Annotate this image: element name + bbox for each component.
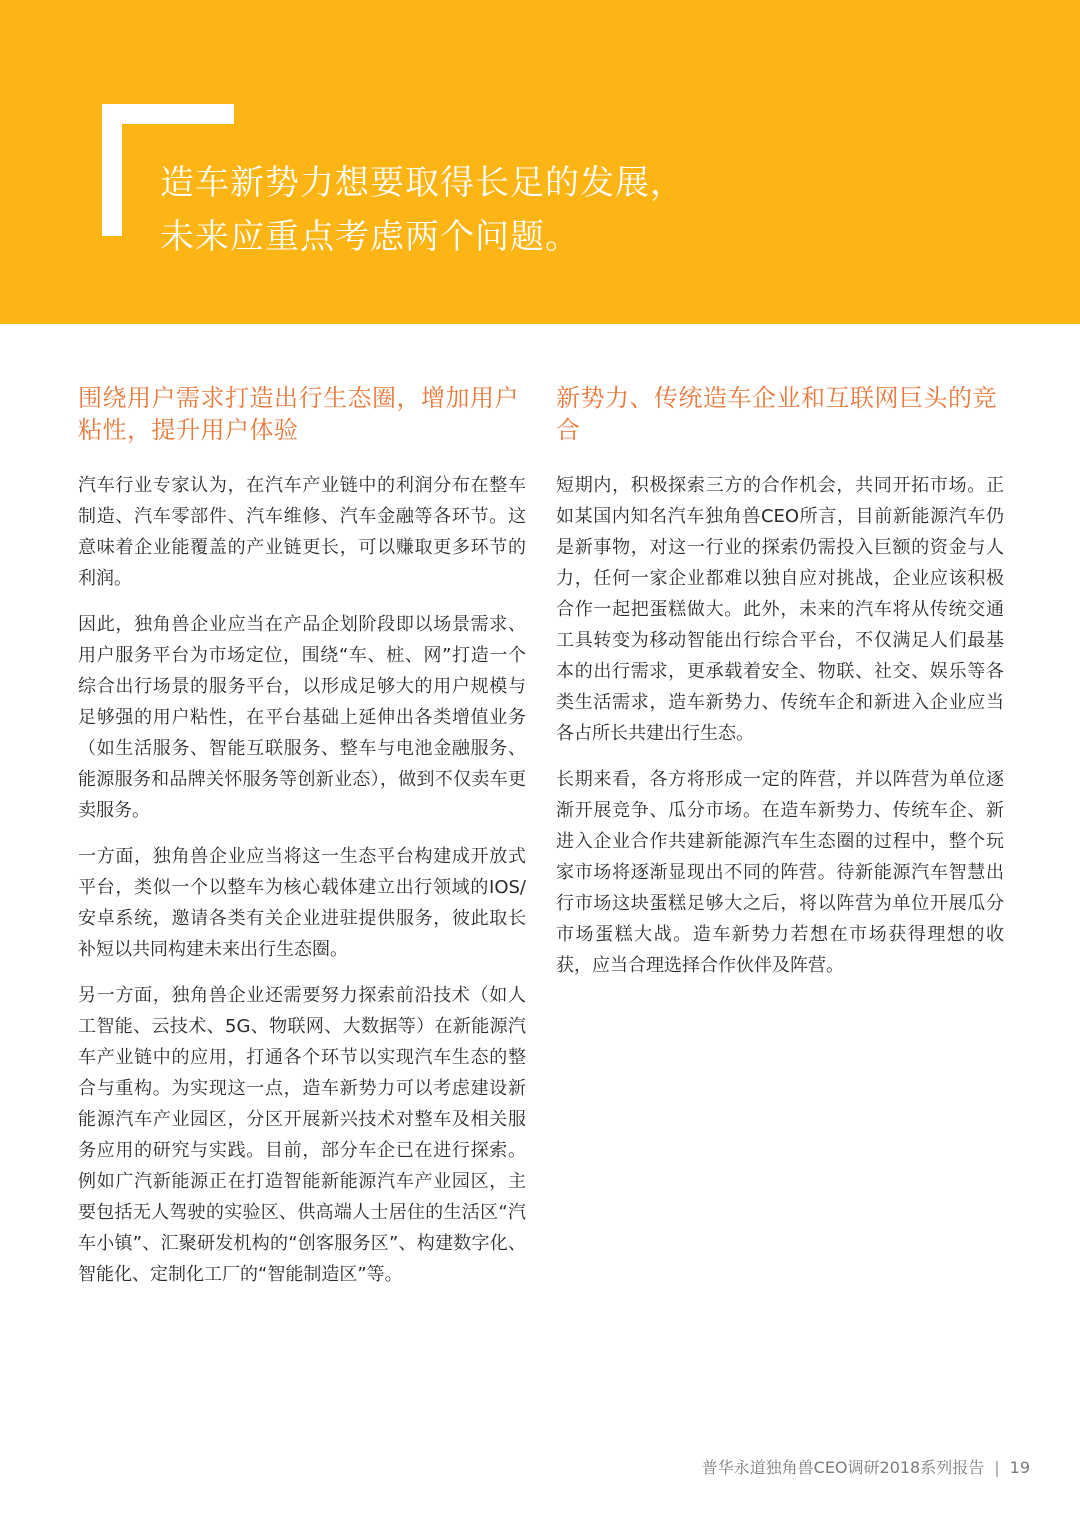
left-paragraph-4: 另一方面，独角兽企业还需要努力探索前沿技术（如人工智能、云技术、5G、物联网、大数据等）在新能源汽车产业链中的应用，打通各个环节以实现汽车生态的整合与重构。为实现这一点，造车新势力可以考虑建设新能源汽车产业园区，分区开展新兴技术对整车及相关服务应用的研究与实践。目前，部分车企已在进行探索。例如广汽新能源正在打造智能新能源汽车产业园区，主要包括无人驾驶的实验区、供高端人士居住的生活区“汽车小镇”、汇聚研发机构的“创客服务区”、构建数字化、智能化、定制化工厂的“智能制造区”等。: [78, 985, 526, 1285]
right-section-heading: 新势力、传统造车企业和互联网巨头的竞合: [556, 384, 997, 444]
banner-headline-line-2: 未来应重点考虑两个问题。: [160, 217, 580, 257]
page-footer: [702, 1456, 1030, 1480]
right-paragraph-2: 长期来看，各方将形成一定的阵营，并以阵营为单位逐渐开展竞争、瓜分市场。在造车新势力、传统车企、新进入企业合作共建新能源汽车生态圈的过程中，整个玩家市场将逐渐显现出不同的阵营。待新能源汽车智慧出行市场这块蛋糕足够大之后，将以阵营为单位开展瓜分市场蛋糕大战。造车新势力若想在市场获得理想的收获，应当合理选择合作伙伴及阵营。: [556, 769, 1004, 976]
page-number: 19: [1009, 1458, 1030, 1477]
left-section-heading: 围绕用户需求打造出行生态圈，增加用户粘性，提升用户体验: [78, 384, 519, 444]
right-paragraph-1: 短期内，积极探索三方的合作机会，共同开拓市场。正如某国内知名汽车独角兽CEO所言，目前新能源汽车仍是新事物，对这一行业的探索仍需投入巨额的资金与人力，任何一家企业都难以独自应对挑战，企业应该积极合作一起把蛋糕做大。此外，未来的汽车将从传统交通工具转变为移动智能出行综合平台，不仅满足人们最基本的出行需求，更承载着安全、物联、社交、娱乐等各类生活需求，造车新势力、传统车企和新进入企业应当各占所长共建出行生态。: [556, 475, 1004, 744]
left-paragraph-2: 因此，独角兽企业应当在产品企划阶段即以场景需求、用户服务平台为市场定位，围绕“车、桩、网”打造一个综合出行场景的服务平台，以形成足够大的用户规模与足够强的用户粘性，在平台基础上延伸出各类增值业务（如生活服务、智能互联服务、整车与电池金融服务、能源服务和品牌关怀服务等创新业态），做到不仅卖车更卖服务。: [78, 614, 526, 821]
header-banner: [0, 0, 1080, 324]
left-column: [78, 382, 526, 1305]
right-column: [556, 382, 1004, 996]
banner-headline: [160, 156, 1040, 264]
footer-report-title: 普华永道独角兽CEO调研2018系列报告: [701, 1458, 985, 1477]
footer-separator: |: [994, 1458, 1000, 1477]
left-paragraph-1: 汽车行业专家认为，在汽车产业链中的利润分布在整车制造、汽车零部件、汽车维修、汽车金融等各环节。这意味着企业能覆盖的产业链更长，可以赚取更多环节的利润。: [78, 475, 526, 589]
left-paragraph-3: 一方面，独角兽企业应当将这一生态平台构建成开放式平台，类似一个以整车为核心载体建立出行领域的IOS/安卓系统，邀请各类有关企业进驻提供服务，彼此取长补短以共同构建未来出行生态圈。: [78, 846, 526, 960]
banner-headline-line-1: 造车新势力想要取得长足的发展，: [160, 163, 685, 203]
